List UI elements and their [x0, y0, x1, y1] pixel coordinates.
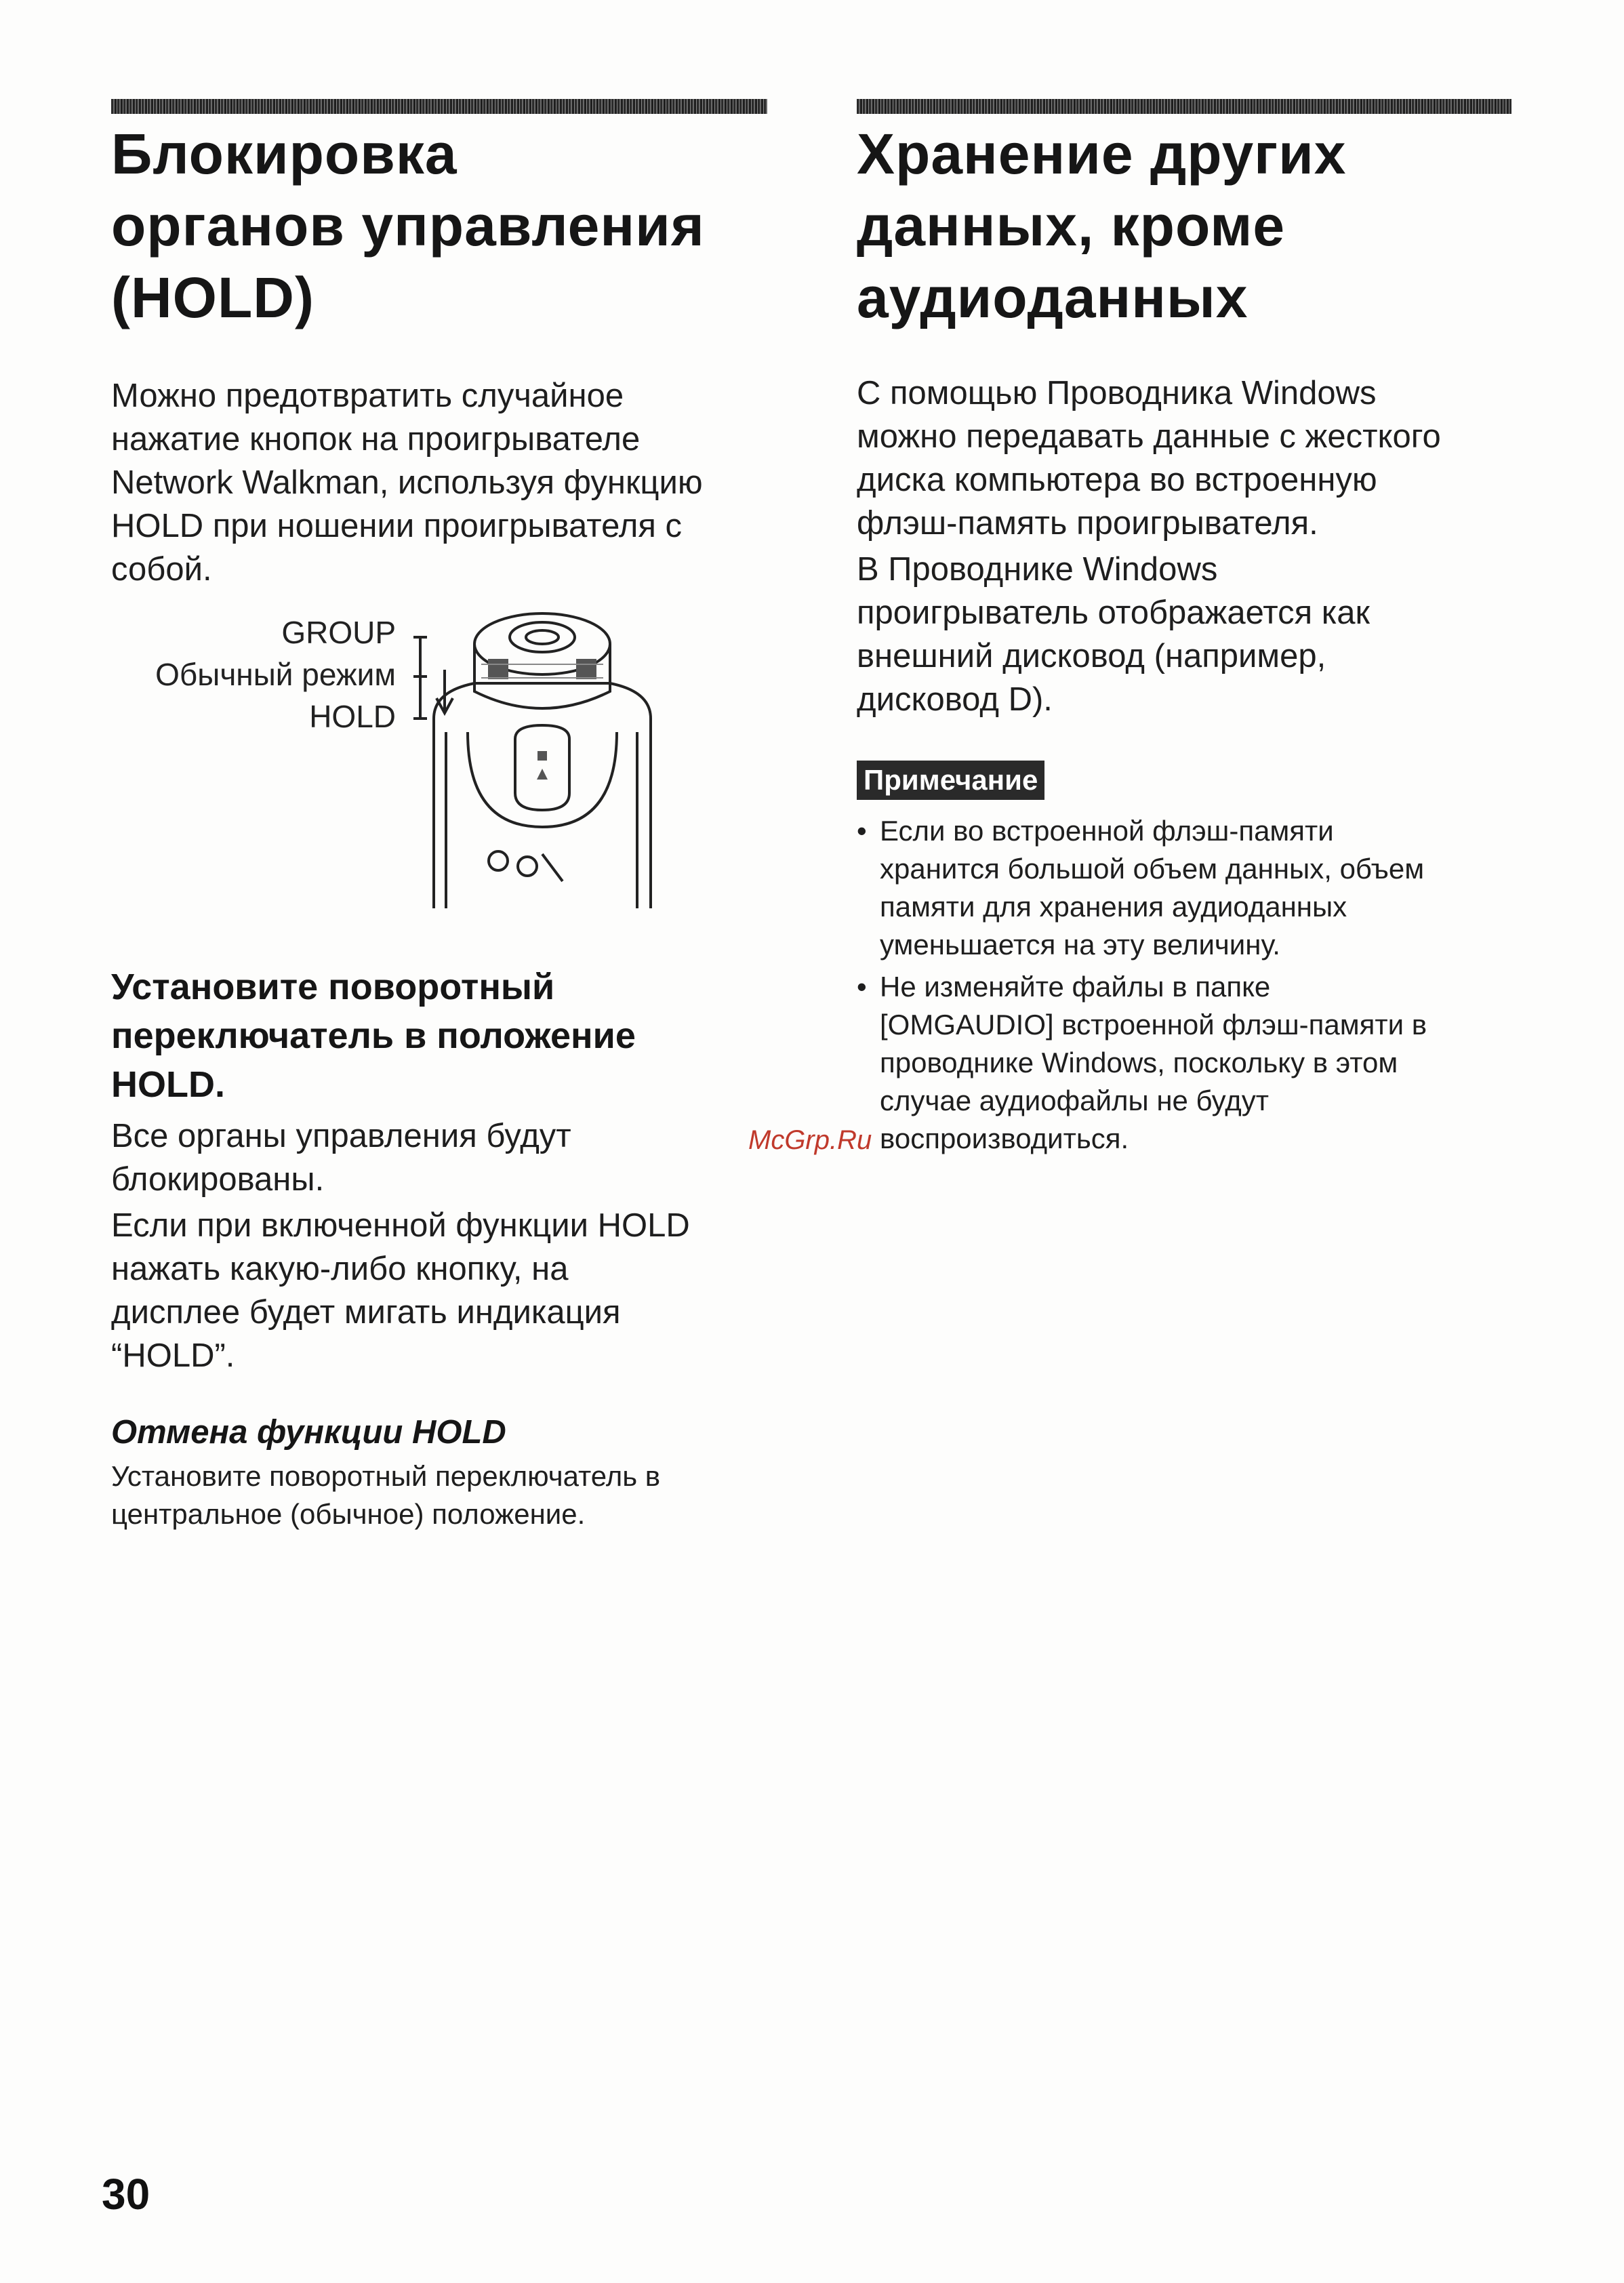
notes-list: [857, 812, 1589, 1158]
watermark: McGrp.Ru: [748, 1125, 872, 1155]
step-body: Все органы управления будут блокированы. Если при включенной функции HOLD нажать какую-либо кнопку, на дисплее будет мигать индикация “HOLD”.: [111, 1118, 690, 1374]
step-heading: Установите поворотный переключатель в положение HOLD.: [111, 967, 636, 1105]
note-item-2: • Не изменяйте файлы в папке [OMGAUDIO] встроенной флэш-памяти в проводнике Windows, поскольку в этом случае аудиофайлы не будут воспроизводиться.: [857, 968, 1589, 1158]
note-badge: [857, 761, 1044, 800]
right-section-rule: [857, 99, 1511, 114]
player-hold-switch-illustration: [407, 597, 664, 915]
note-label: Примечание: [857, 761, 1044, 800]
figure-label-hold: HOLD: [309, 699, 396, 734]
right-section-title: Хранение других данных, кроме аудиоданных: [857, 122, 1347, 329]
left-section-rule: [111, 99, 767, 114]
page-number: 30: [102, 2170, 150, 2219]
right-paragraph-1: С помощью Проводника Windows можно передавать данные с жесткого диска компьютера во встроенную флэш-память проигрывателя.: [857, 375, 1441, 542]
left-section-title: Блокировка органов управления (HOLD): [111, 122, 705, 329]
note-item-1: • Если во встроенной флэш-памяти хранится большой объем данных, объем памяти для хранения аудиоданных уменьшается на эту величину.: [857, 812, 1589, 964]
figure-label-normal: Обычный режим: [155, 657, 396, 692]
cancel-hold-body: Установите поворотный переключатель в центральное (обычное) положение.: [111, 1460, 661, 1530]
left-intro-paragraph: Можно предотвратить случайное нажатие кнопок на проигрывателе Network Walkman, используя функцию HOLD при ношении проигрывателя с собой.: [111, 378, 703, 588]
cancel-hold-heading: Отмена функции HOLD: [111, 1414, 506, 1451]
right-paragraph-2: В Проводнике Windows проигрыватель отображается как внешний дисковод (например, дисковод D).: [857, 551, 1370, 718]
figure-label-group: GROUP: [281, 615, 396, 650]
